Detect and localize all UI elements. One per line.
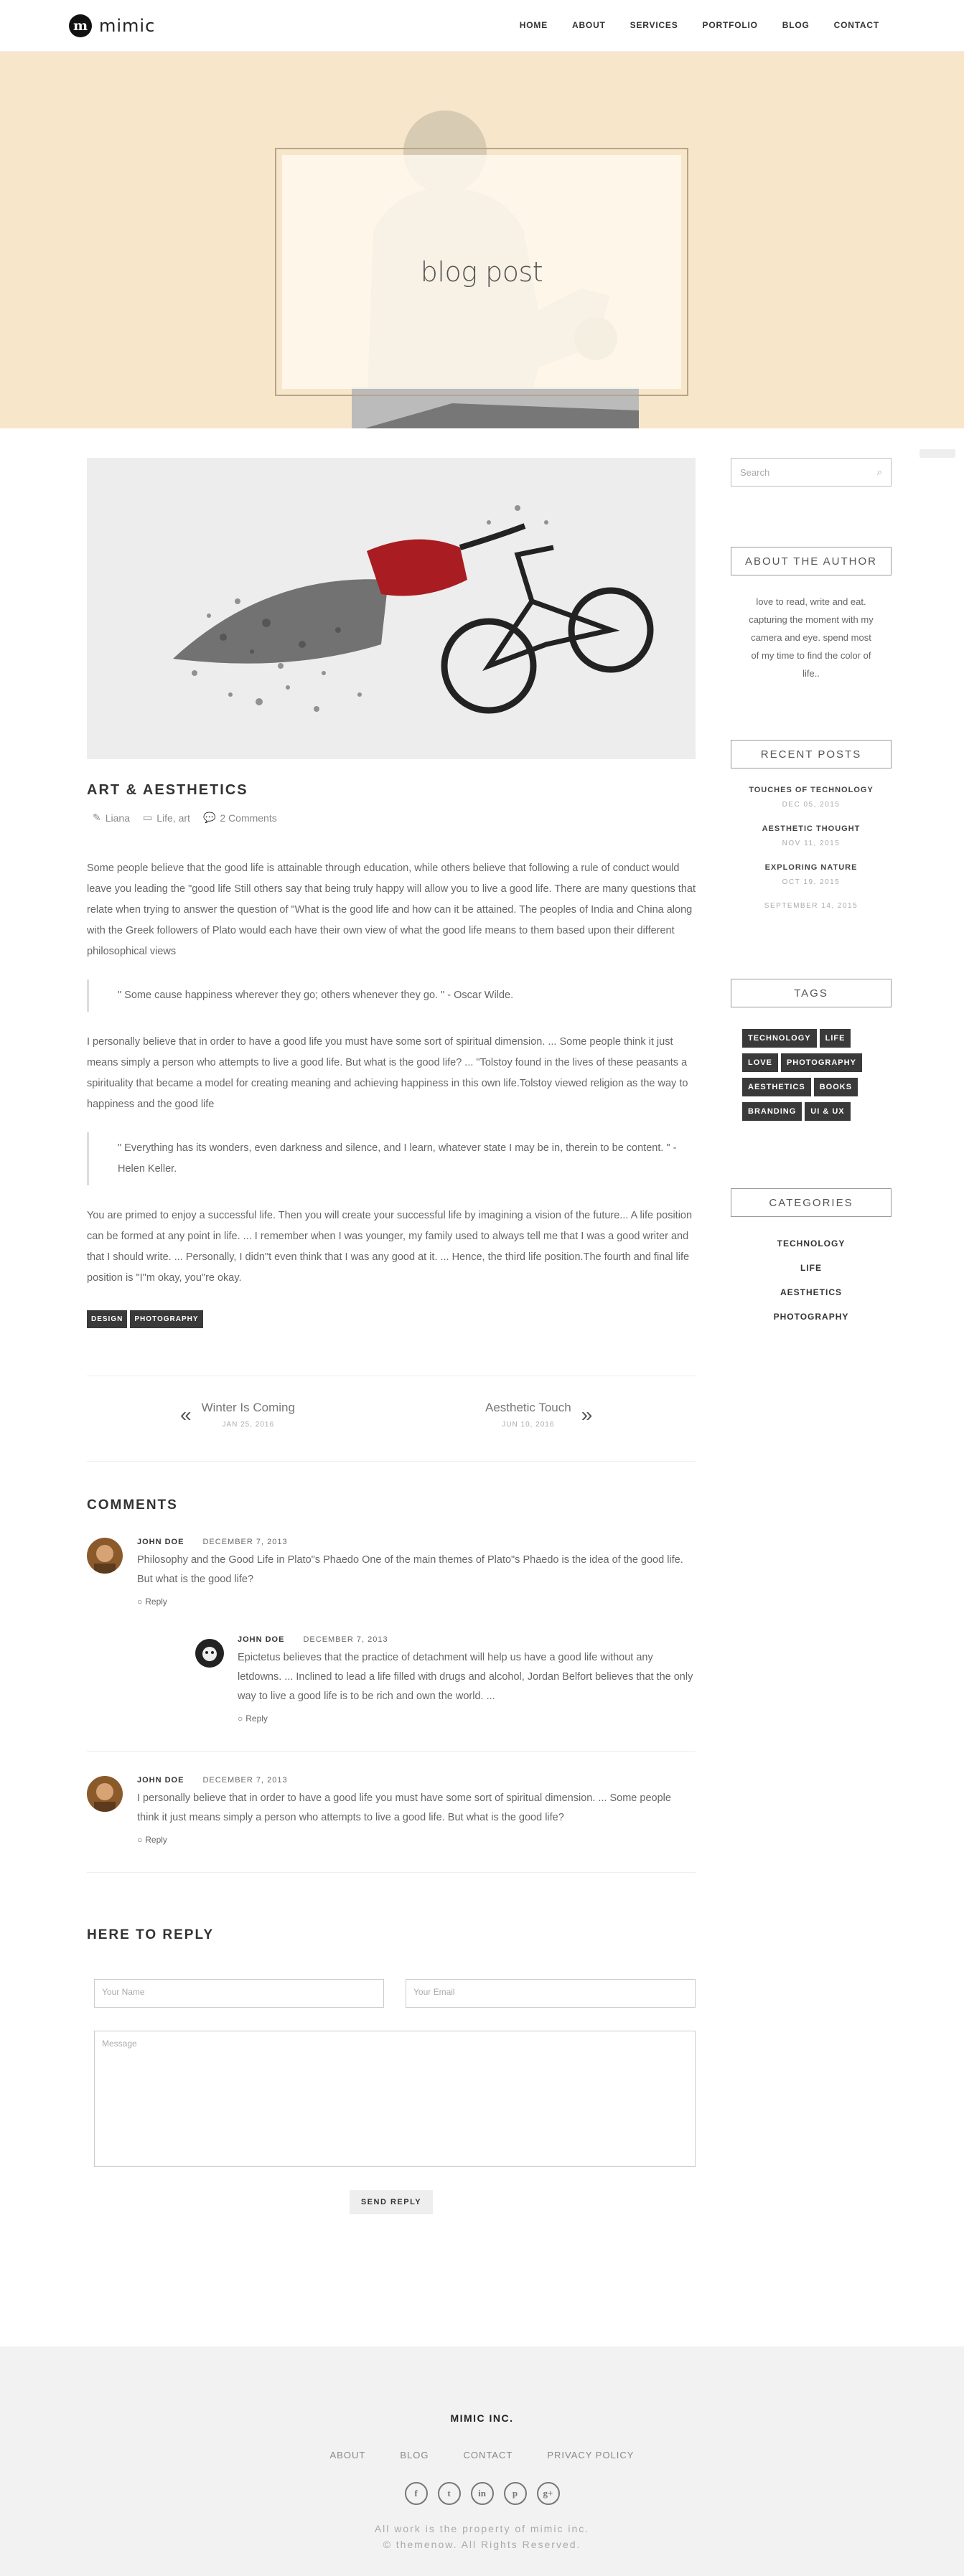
comment-text: I personally believe that in order to have a good life you must have some sort of spiritual dimension. ... Some people think it just means simply a person who attempts to live a good life. But what is the good life?: [137, 1792, 671, 1823]
previous-post-title: Winter Is Coming: [201, 1401, 295, 1414]
comment-author: JOHN DOE: [137, 1776, 184, 1785]
comment-author: JOHN DOE: [238, 1635, 285, 1644]
reply-label: Reply: [145, 1835, 167, 1845]
recent-post-item[interactable]: [731, 902, 892, 910]
reply-label: Reply: [245, 1714, 268, 1724]
divider: [87, 1872, 696, 1873]
post-meta: [93, 812, 696, 824]
footer-brand: MIMIC INC.: [450, 2412, 514, 2424]
pencil-icon: ✎: [93, 812, 101, 823]
comment: [87, 1538, 696, 1724]
post-categories[interactable]: [143, 812, 190, 824]
recent-posts-title: RECENT POSTS: [731, 740, 892, 768]
nav-contact[interactable]: CONTACT: [833, 20, 879, 30]
next-post-date: JUN 10, 2016: [502, 1421, 555, 1429]
hero-title: blog post: [420, 256, 543, 288]
pinterest-icon[interactable]: p: [504, 2482, 527, 2505]
next-post-title: Aesthetic Touch: [485, 1401, 571, 1414]
comment-date: DECEMBER 7, 2013: [202, 1776, 288, 1785]
categories-title: CATEGORIES: [731, 1188, 892, 1217]
recent-post-title: EXPLORING NATURE: [764, 863, 858, 872]
footer-link-blog[interactable]: BLOG: [400, 2450, 429, 2460]
double-left-arrow-icon: «: [180, 1403, 192, 1426]
post-quote: " Everything has its wonders, even darkness and silence, and I learn, whatever state I may be in, therein to be content. " - Helen Keller.: [87, 1132, 696, 1185]
comment-text: Philosophy and the Good Life in Plato"s Phaedo One of the main themes of Plato"s Phaedo is the idea of the good life. But what is the good life?: [137, 1554, 683, 1585]
message-field[interactable]: Message: [94, 2031, 696, 2167]
facebook-icon[interactable]: f: [405, 2482, 428, 2505]
post-comments-count[interactable]: [203, 812, 277, 824]
logo-mark-icon: m: [69, 14, 92, 37]
main-nav: [520, 20, 879, 30]
nav-services[interactable]: SERVICES: [630, 20, 678, 30]
recent-post-date: DEC 05, 2015: [782, 801, 841, 809]
author-name: Liana: [105, 812, 130, 824]
comments-title: COMMENTS: [87, 1498, 178, 1513]
recent-post-date: NOV 11, 2015: [782, 840, 841, 847]
reply-form-title: HERE TO REPLY: [87, 1927, 214, 1942]
reply-label: Reply: [145, 1597, 167, 1607]
post-paragraph: Some people believe that the good life is attainable through education, while others believe that following a rule of conduct would leave you leading the "good life Still others say that being truly happy will allow you to live a good life. There are many questions that relate when trying to answer the question of "What is the good life and how can it be attained. The peoples of India and China along with the Greek followers of Plato would each have their own view of what the good life means to them based upon their different philosophical views: [87, 862, 696, 957]
linkedin-icon[interactable]: in: [471, 2482, 494, 2505]
sidebar: [731, 458, 892, 1336]
footer-links: [0, 2450, 964, 2460]
logo-text: mimic: [99, 16, 156, 36]
tag-books[interactable]: BOOKS: [814, 1078, 858, 1096]
article: [87, 458, 696, 2214]
tag-life[interactable]: LIFE: [820, 1029, 851, 1048]
recent-post-date: OCT 19, 2015: [782, 878, 841, 886]
category-life[interactable]: LIFE: [800, 1263, 822, 1273]
comments-section: [87, 1498, 696, 1873]
reply-bubble-icon: ○: [137, 1597, 143, 1607]
post-title: ART & AESTHETICS: [87, 782, 248, 798]
post-body: [87, 858, 696, 1289]
recent-post-title: TOUCHES OF TECHNOLOGY: [749, 786, 874, 794]
footer-link-contact[interactable]: CONTACT: [463, 2450, 513, 2460]
next-post-link[interactable]: [485, 1401, 592, 1429]
comment-bubble-icon: 💬: [202, 812, 216, 823]
avatar: [87, 1538, 123, 1574]
recent-post-item[interactable]: [731, 863, 892, 886]
post-paragraph: You are primed to enjoy a successful life. Then you will create your successful life by imagining a vision of the future... A life position can be formed at any point in life. ... I remember when I was younger, my family used to always tell me that I was a good writer and that I should write. ... Personally, I didn"t even think that I was any good at it. ... Hence, the third life position.The fourth and final life position is "I"m okay, you"re okay.: [87, 1210, 693, 1284]
post-quote: " Some cause happiness wherever they go; others whenever they go. " - Oscar Wilde.: [87, 979, 696, 1012]
google-plus-icon[interactable]: g+: [537, 2482, 560, 2505]
hero-title-frame: [275, 148, 688, 396]
recent-post-item[interactable]: [731, 824, 892, 847]
comments-count-text: 2 Comments: [220, 812, 277, 824]
previous-post-date: JAN 25, 2016: [222, 1421, 275, 1429]
email-field[interactable]: Your Email: [406, 1979, 696, 2008]
footer-copyright-line2: © themenow. All Rights Reserved.: [383, 2539, 581, 2550]
tag-technology[interactable]: TECHNOLOGY: [742, 1029, 817, 1048]
reply-form: [87, 1927, 696, 2214]
comment-reply-link[interactable]: [137, 1835, 696, 1845]
nav-blog[interactable]: BLOG: [782, 20, 810, 30]
post-tag-design[interactable]: DESIGN: [87, 1310, 127, 1328]
tag-photography[interactable]: PHOTOGRAPHY: [781, 1053, 862, 1072]
footer-link-about[interactable]: ABOUT: [329, 2450, 366, 2460]
side-tab[interactable]: [919, 449, 955, 458]
recent-post-item[interactable]: [731, 786, 892, 809]
nav-about[interactable]: ABOUT: [572, 20, 606, 30]
comment-date: DECEMBER 7, 2013: [202, 1538, 288, 1546]
hero-banner: [0, 52, 964, 428]
comment-reply-link[interactable]: [238, 1714, 696, 1724]
category-aesthetics[interactable]: AESTHETICS: [780, 1287, 842, 1297]
twitter-icon[interactable]: t: [438, 2482, 461, 2505]
category-photography[interactable]: PHOTOGRAPHY: [773, 1312, 849, 1322]
comment-reply-link[interactable]: [137, 1597, 696, 1607]
name-field[interactable]: Your Name: [94, 1979, 384, 2008]
reply-bubble-icon: ○: [137, 1835, 143, 1845]
tag-cloud: [731, 1029, 874, 1121]
search-placeholder: Search: [740, 466, 770, 478]
avatar: [87, 1776, 123, 1812]
categories-widget: [731, 1188, 892, 1322]
category-technology[interactable]: TECHNOLOGY: [777, 1238, 846, 1249]
post-navigation: [87, 1376, 696, 1462]
search-icon[interactable]: ⌕: [876, 466, 882, 477]
comment: [87, 1776, 696, 1845]
comment-author: JOHN DOE: [137, 1538, 184, 1546]
recent-post-date: SEPTEMBER 14, 2015: [764, 902, 858, 910]
tags-title: TAGS: [731, 979, 892, 1007]
about-author-widget: [731, 547, 892, 682]
avatar: [192, 1635, 228, 1671]
post-tag-photography[interactable]: PHOTOGRAPHY: [130, 1310, 202, 1328]
site-footer: [0, 2346, 964, 2576]
footer-copyright-line1: All work is the property of mimic inc.: [374, 2523, 590, 2534]
footer-link-privacy[interactable]: PRIVACY POLICY: [547, 2450, 635, 2460]
recent-post-title: AESTHETIC THOUGHT: [762, 824, 861, 833]
category-names: Life, art: [156, 812, 190, 824]
nav-portfolio[interactable]: PORTFOLIO: [702, 20, 758, 30]
divider: [87, 1751, 696, 1752]
post-tags: [87, 1310, 696, 1328]
site-header: [0, 0, 964, 52]
tag-love[interactable]: LOVE: [742, 1053, 778, 1072]
previous-post-link[interactable]: [180, 1401, 295, 1429]
comment-date: DECEMBER 7, 2013: [303, 1635, 388, 1644]
tags-widget: [731, 979, 892, 1121]
post-author[interactable]: [93, 812, 130, 824]
about-author-text: love to read, write and eat. capturing the moment with my camera and eye. spend most of my time to find the color of life..: [749, 596, 874, 679]
send-reply-button[interactable]: SEND REPLY: [350, 2190, 433, 2214]
tag-branding[interactable]: BRANDING: [742, 1102, 802, 1121]
logo[interactable]: [69, 14, 155, 37]
nav-home[interactable]: HOME: [519, 20, 548, 30]
double-right-arrow-icon: »: [581, 1403, 593, 1426]
comment-text: Epictetus believes that the practice of detachment will help us have a good life without any letdowns. ... Inclined to lead a life filled with drugs and alcohol, Jordan Belfort believes that the only way to live a good life is to be rich and own the world. ...: [238, 1652, 693, 1702]
tag-ui-ux[interactable]: UI & UX: [805, 1102, 850, 1121]
comment-reply: [192, 1635, 696, 1724]
bmx-rider-illustration: [87, 458, 696, 759]
recent-posts-widget: [731, 740, 892, 910]
featured-image-bmx: [87, 458, 696, 759]
search-input[interactable]: [731, 458, 892, 486]
post-paragraph: I personally believe that in order to have a good life you must have some sort of spiritual dimension. ... Some people think it just means simply a person who attempts to live a good life. But what is the good life? ... "Tolstoy found in the lives of these peasants a spirituality that became a model for creating meaning and achieving happiness in this own life.Tolstoy viewed religion as the way to happiness and the good life: [87, 1036, 688, 1110]
about-author-title: ABOUT THE AUTHOR: [731, 547, 892, 575]
folder-icon: ▭: [143, 812, 153, 823]
tag-aesthetics[interactable]: AESTHETICS: [742, 1078, 811, 1096]
reply-bubble-icon: ○: [238, 1714, 243, 1724]
social-icons: [0, 2482, 964, 2505]
